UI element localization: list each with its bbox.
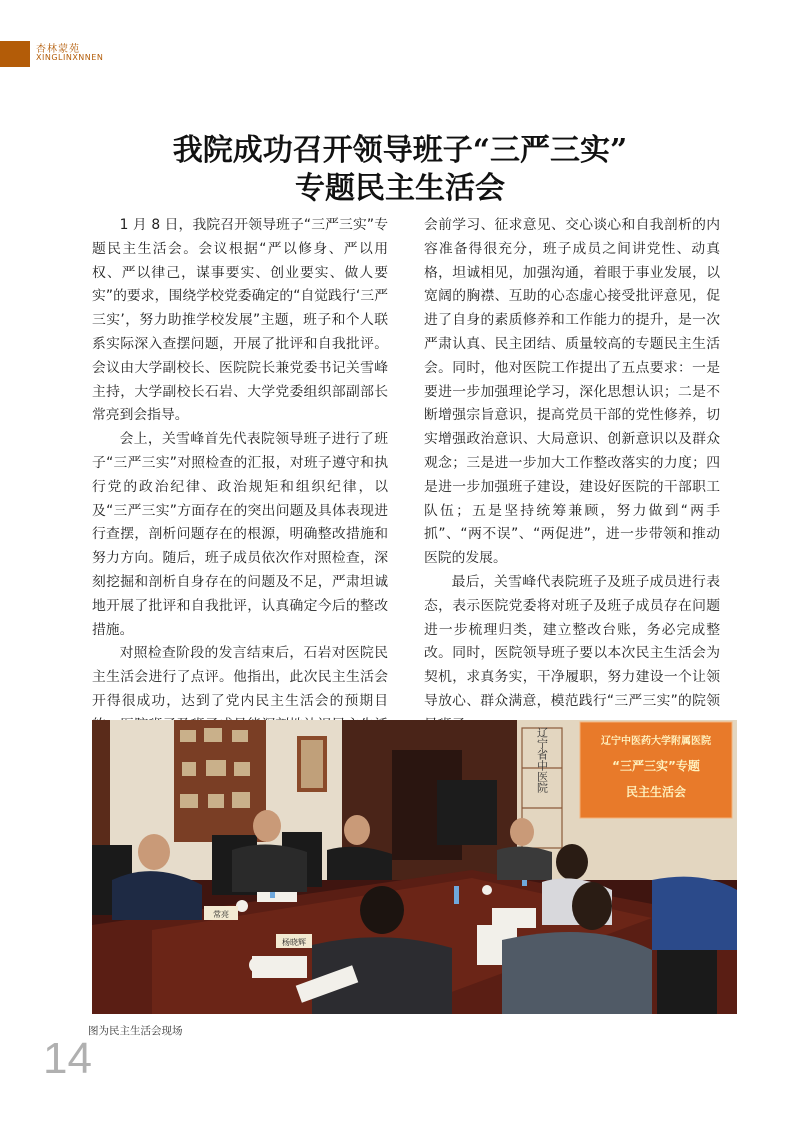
paragraph-2: 会上，关雪峰首先代表院领导班子进行了班子“三严三实”对照检查的汇报，对班子遵守和执行党的政治纪律、政治规矩和组织纪律，以及“三严三实”方面存在的突出问题及具体表现进行查摆，剖析问题存在的根源，明确整改措施和努力方向。随后，班子成员依次作对照检查，深刻挖掘和剖析自身存在的问题及不足，严肃坦诚地开展了批评和自我批评，认真确定今后的整改措施。 [92, 431, 388, 638]
paragraph-3-continued: 会前学习、征求意见、交心谈心和自我剖析的内容准备得很充分，班子成员之间讲党性、动真格，坦诚相见，加强沟通，着眼于事业发展，以宽阔的胸襟、互助的心态虚心接受批评意见，促进了自身的素质修养和工作能力的提升，是一次严肃认真、民主团结、质量较高的专题民主生活会。同时，他对医院工作提出了五点要求：一是要进一步加强理论学习，深化思想认识；二是不断增强宗旨意识，提高党员干部的党性修养，切实增强政治意识、大局意识、创新意识以及群众观念；三是进一步加大工作整改落实的力度；四是进一步加强班子建设，建设好医院的干部职工队伍；五是坚持统筹兼顾，努力做到“两手抓”、“两不误”、“两促进”，进一步带领和推动医院的发展。 [424, 217, 720, 567]
article-title-line1: 我院成功召开领导班子“三严三实” [172, 133, 628, 168]
banner-line-2: “三严三实”专题 [612, 759, 700, 773]
nameplate-1: 常亮 [213, 910, 229, 919]
banner-line-3: 民主生活会 [625, 785, 687, 799]
paragraph-4 [424, 571, 720, 739]
meeting-photo [92, 720, 737, 1014]
article-left-column [92, 214, 388, 761]
paragraph-4-text: 最后，关雪峰代表院班子及班子成员进行表态，表示医院党委将对班子及班子成员存在问题进一步梳理归类，建立整改台账，务必完成整改。同时，医院领导班子要以本次民主生活会为契机，求真务实，干净履职，努力建设一个让领导放心、群众满意，模范践行“三严三实”的院领 [424, 573, 720, 709]
page-number: 14 [43, 1034, 92, 1083]
article-right-column [424, 214, 720, 739]
article-title-line2: 专题民主生活会 [295, 171, 505, 206]
section-title: 杏林蒙苑 [36, 44, 80, 55]
section-subtitle: XINGLINXNNEN [36, 53, 104, 62]
banner-line-1: 辽宁中医药大学附属医院 [601, 736, 711, 747]
header-accent-tab [0, 41, 30, 67]
nameplate-2: 杨晓辉 [282, 938, 306, 947]
wall-calligraphy: 辽宁省中医院 [535, 727, 549, 793]
photo-caption: 图为民主生活会现场 [88, 1025, 183, 1037]
paragraph-1: 1 月 8 日，我院召开领导班子“三严三实”专题民主生活会。会议根据“严以修身、严以用权、严以律己，谋事要实、创业要实、做人要实”的要求，围绕学校党委确定的“自觉践行‘三严三实’，努力助推学校发展”主题，班子和个人联系实际深入查摆问题，开展了批评和自我批评。会议由大学副校长、医院院长兼党委书记关雪峰主持，大学副校长石岩、大学党委组织部副部长常亮到会指导。 [92, 217, 388, 424]
paragraph-3: 对照检查阶段的发言结束后，石岩对医院民主生活会进行了点评。他指出，此次民主生活会开得很成功，达到了党内民主生活会的预期目 [92, 645, 388, 709]
